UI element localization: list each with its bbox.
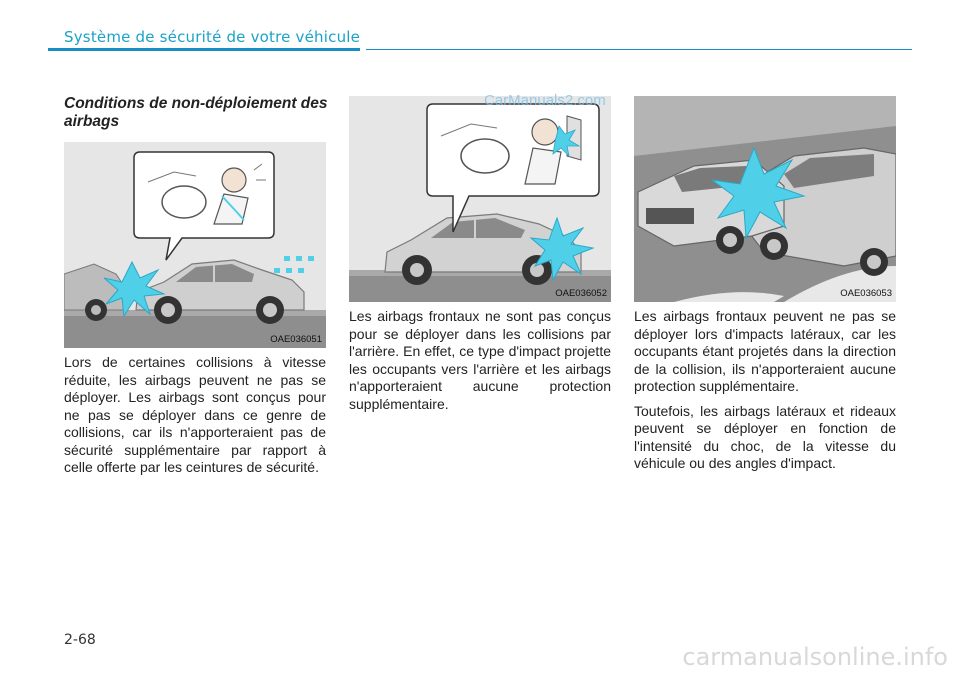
watermark-bottom: carmanualsonline.info — [682, 643, 948, 671]
paragraph: Lors de certaines collisions à vitesse réduite, les airbags peuvent ne pas se déployer. Les airbags sont conçus pour ne pas se déployer dans ce genre de collisions, car ils n'apporteraient pas de sécurité supplémentaire par rapport à celle offerte par les ceintures de sécurité. — [64, 354, 326, 475]
page-number: 2-68 — [64, 632, 96, 648]
paragraph: Les airbags frontaux ne sont pas conçus pour se déployer dans les collisions par l'arrière. En effet, ce type d'impact projette les occupants vers l'arrière et les airbags n'apporteraient aucune protection supplémentaire. — [349, 308, 611, 412]
figure-low-speed-collision — [64, 142, 326, 348]
right-column-text — [634, 308, 896, 480]
figure-side-impact — [634, 96, 896, 302]
header-title: Système de sécurité de votre véhicule — [64, 28, 361, 46]
middle-column-text — [349, 308, 611, 420]
header-rule-thick — [48, 48, 360, 51]
paragraph: Les airbags frontaux peuvent ne pas se déployer lors d'impacts latéraux, car les occupants étant projetés dans la direction de la collision, ils n'apporteraient aucune protection supplémentaire. — [634, 308, 896, 394]
figure-code: OAE036053 — [840, 288, 892, 299]
paragraph: Toutefois, les airbags latéraux et rideaux peuvent se déployer en fonction de l'intensité du choc, de la vitesse du véhicule ou des angles d'impact. — [634, 402, 896, 471]
figure-code: OAE036052 — [555, 288, 607, 299]
figure-rear-collision — [349, 96, 611, 302]
figure-code: OAE036051 — [270, 334, 322, 345]
watermark-top: CarManuals2.com — [484, 92, 606, 109]
section-heading: Conditions de non-déploiement des airbags — [64, 95, 328, 130]
header-rule-thin — [366, 49, 912, 50]
left-column-text — [64, 354, 326, 484]
